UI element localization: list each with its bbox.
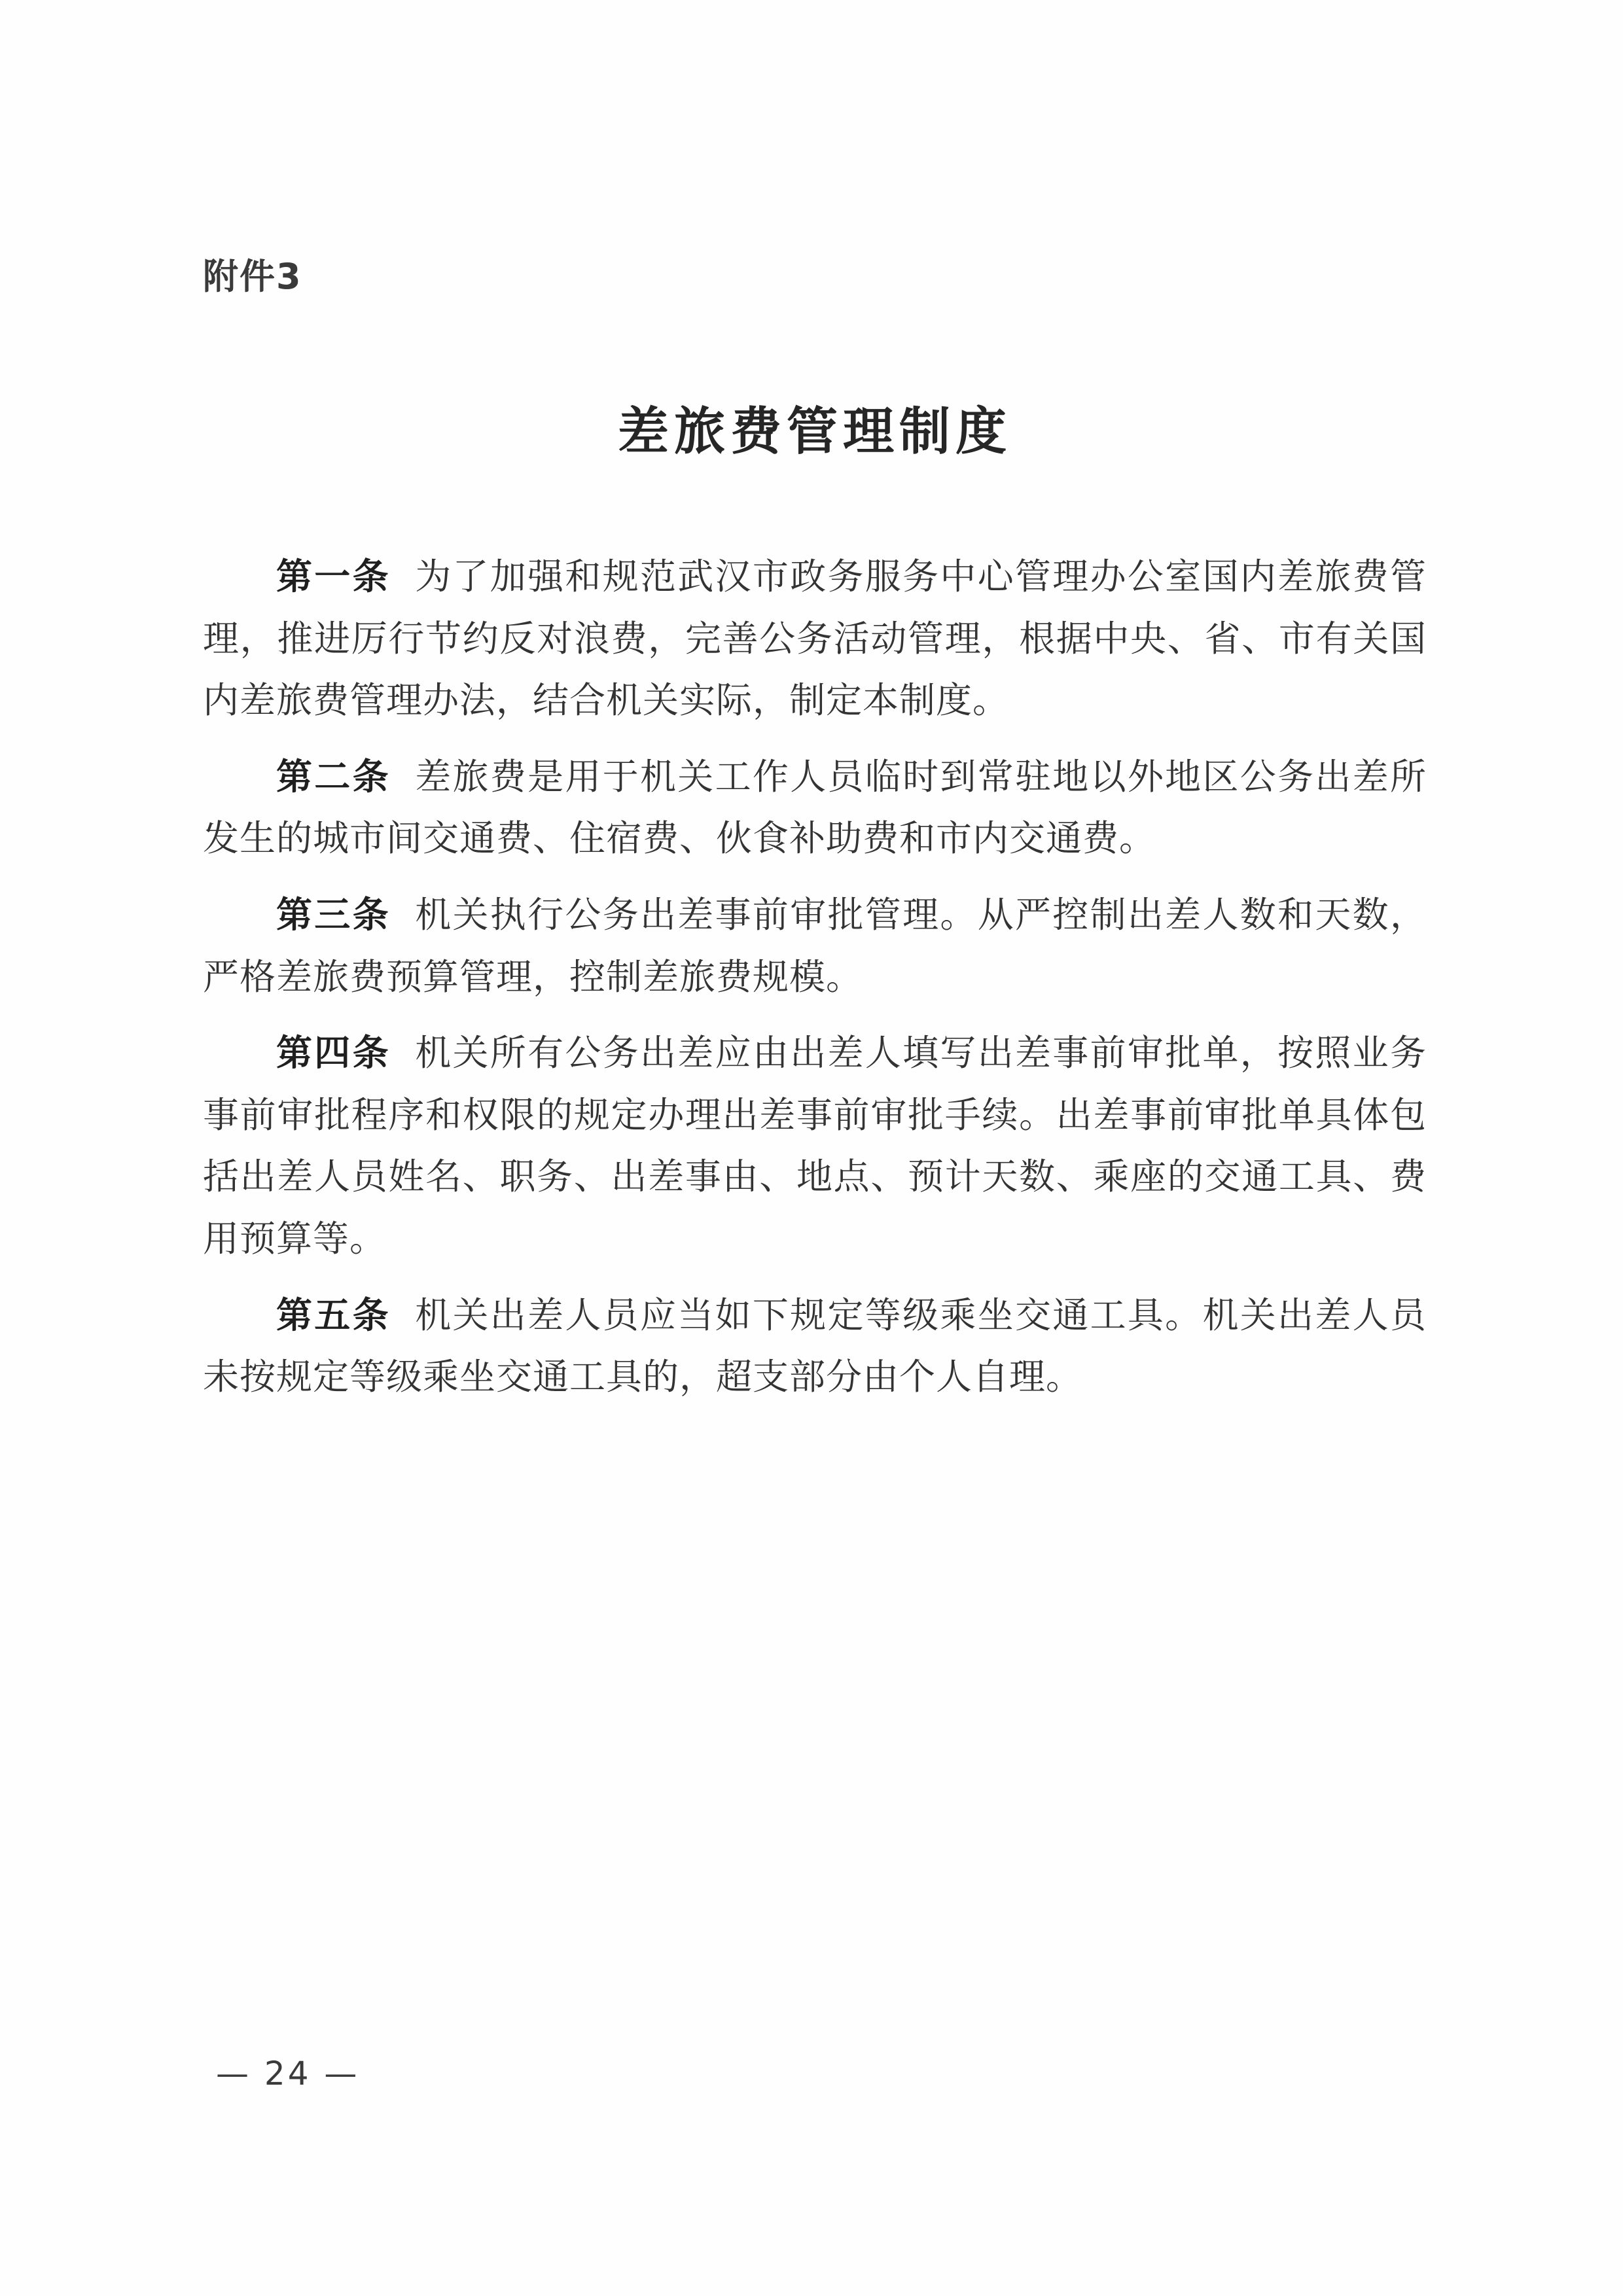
article-1 — [203, 546, 1427, 732]
article-text: 为了加强和规范武汉市政务服务中心管理办公室国内差旅费管理，推进厉行节约反对浪费，完善公务活动管理，根据中央、省、市有关国内差旅费管理办法，结合机关实际，制定本制度。 — [203, 556, 1427, 722]
article-text: 差旅费是用于机关工作人员临时到常驻地以外地区公务出差所发生的城市间交通费、住宿费、伙食补助费和市内交通费。 — [203, 755, 1427, 860]
document-body — [203, 249, 1427, 1422]
article-4 — [203, 1022, 1427, 1269]
article-text: 机关执行公务出差事前审批管理。从严控制出差人数和天数，严格差旅费预算管理，控制差旅费规模。 — [203, 893, 1427, 998]
article-number: 第四条 — [276, 1031, 391, 1074]
article-number: 第五条 — [276, 1293, 391, 1336]
article-number: 第三条 — [276, 892, 391, 936]
page-title: 差旅费管理制度 — [617, 402, 1012, 461]
attachment-label: 附件3 — [203, 256, 302, 297]
article-number: 第二条 — [276, 754, 391, 798]
article-2 — [203, 746, 1427, 870]
article-text: 机关所有公务出差应由出差人填写出差事前审批单，按照业务事前审批程序和权限的规定办理出差事前审批手续。出差事前审批单具体包括出差人员姓名、职务、出差事由、地点、预计天数、乘座的交通工具、费用预算等。 — [203, 1032, 1427, 1260]
page-number: — 24 — — [216, 2055, 360, 2093]
article-5 — [203, 1284, 1427, 1408]
article-text: 机关出差人员应当如下规定等级乘坐交通工具。机关出差人员未按规定等级乘坐交通工具的，超支部分由个人自理。 — [203, 1294, 1427, 1398]
article-number: 第一条 — [276, 555, 391, 597]
article-3 — [203, 884, 1427, 1008]
